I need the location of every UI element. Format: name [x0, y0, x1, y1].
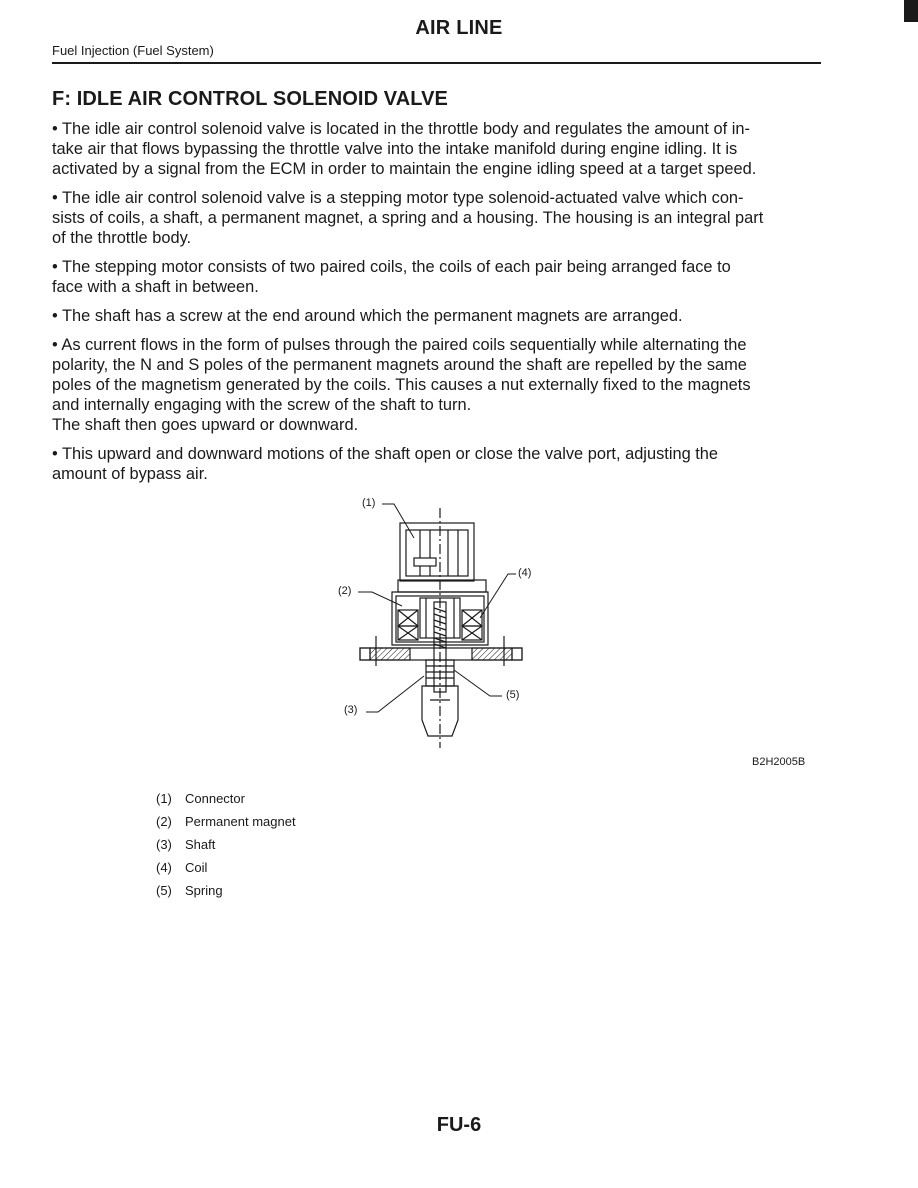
legend-label: Permanent magnet	[185, 814, 296, 829]
paragraph-line: • The shaft has a screw at the end around which the permanent magnets are arranged.	[52, 307, 683, 325]
paragraph-line: • As current flows in the form of pulses through the paired coils sequentially while alternating the	[52, 336, 747, 354]
paragraph-line: of the throttle body.	[52, 229, 192, 247]
bullet: •	[52, 258, 58, 276]
callout-5: (5)	[506, 689, 520, 701]
paragraph	[52, 188, 821, 248]
page-title: AIR LINE	[415, 17, 503, 39]
bullet: •	[52, 445, 58, 463]
legend-label: Coil	[185, 860, 208, 875]
legend-number: (3)	[156, 837, 172, 852]
paragraph-line: sists of coils, a shaft, a permanent magnet, a spring and a housing. The housing is an integral part	[52, 209, 764, 227]
paragraph	[52, 306, 821, 326]
legend-number: (1)	[156, 791, 172, 806]
paragraph-line: • The idle air control solenoid valve is located in the throttle body and regulates the amount of in-	[52, 120, 750, 138]
bullet: •	[52, 336, 58, 354]
paragraph	[52, 257, 821, 297]
section-heading: F: IDLE AIR CONTROL SOLENOID VALVE	[52, 88, 448, 110]
bullet: •	[52, 307, 58, 325]
paragraph-line: • This upward and downward motions of the shaft open or close the valve port, adjusting the	[52, 445, 719, 463]
paragraph	[52, 444, 821, 484]
legend-label: Spring	[185, 883, 223, 898]
bullet: •	[52, 189, 58, 207]
body-text	[52, 119, 821, 493]
legend-number: (4)	[156, 860, 172, 875]
section-label: Fuel Injection (Fuel System)	[52, 43, 214, 58]
solenoid-valve-diagram	[330, 490, 570, 755]
paragraph-line: face with a shaft in between.	[52, 278, 259, 296]
paragraph-line: poles of the magnetism generated by the coils. This causes a nut externally fixed to the magnets	[52, 376, 751, 394]
connector-part	[400, 523, 474, 581]
callout-1: (1)	[362, 497, 376, 509]
callout-4: (4)	[518, 567, 532, 579]
header-rule	[52, 62, 821, 64]
paragraph-line: activated by a signal from the ECM in order to maintain the engine idling speed at a target speed.	[52, 160, 757, 178]
legend-item	[156, 860, 296, 883]
legend-item	[156, 883, 296, 906]
legend-label: Shaft	[185, 837, 216, 852]
legend-label: Connector	[185, 791, 245, 806]
legend	[156, 791, 296, 906]
legend-item	[156, 791, 296, 814]
paragraph-line: amount of bypass air.	[52, 465, 208, 483]
paragraph-line: polarity, the N and S poles of the permanent magnets around the shaft are repelled by the same	[52, 356, 747, 374]
paragraph	[52, 335, 821, 435]
legend-number: (5)	[156, 883, 172, 898]
callout-2: (2)	[338, 585, 352, 597]
paragraph-line: • The stepping motor consists of two paired coils, the coils of each pair being arranged face to	[52, 258, 731, 276]
callout-3: (3)	[344, 704, 358, 716]
legend-item	[156, 837, 296, 860]
bullet: •	[52, 120, 58, 138]
paragraph-line: take air that flows bypassing the throttle valve into the intake manifold during engine idling. It is	[52, 140, 738, 158]
page-number: FU-6	[436, 1114, 482, 1136]
paragraph-line: and internally engaging with the screw of the shaft to turn.	[52, 396, 472, 414]
figure-code: B2H2005B	[752, 756, 806, 768]
paragraph-line: • The idle air control solenoid valve is a stepping motor type solenoid-actuated valve which con-	[52, 189, 744, 207]
paragraph-line: The shaft then goes upward or downward.	[52, 416, 359, 434]
paragraph	[52, 119, 821, 179]
legend-number: (2)	[156, 814, 172, 829]
legend-item	[156, 814, 296, 837]
